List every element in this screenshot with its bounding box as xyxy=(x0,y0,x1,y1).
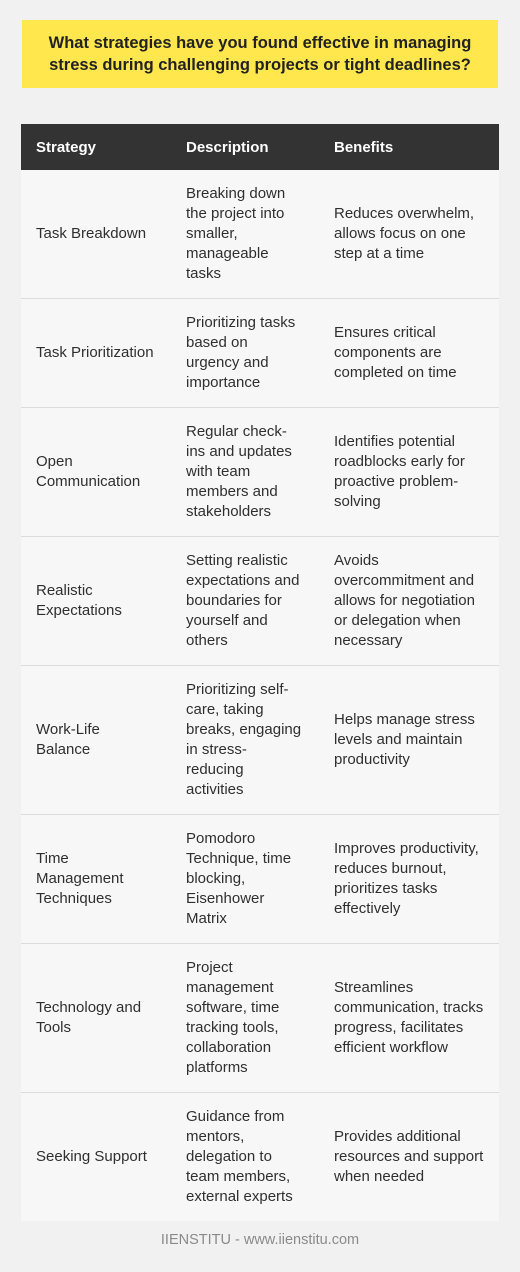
cell-strategy: Time Management Techniques xyxy=(21,815,171,944)
cell-strategy: Open Communication xyxy=(21,408,171,537)
table-row xyxy=(21,170,499,299)
cell-description: Pomodoro Technique, time blocking, Eisenhower Matrix xyxy=(171,815,319,944)
cell-description: Guidance from mentors, delegation to team members, external experts xyxy=(171,1093,319,1222)
cell-strategy: Realistic Expectations xyxy=(21,537,171,666)
cell-benefits: Provides additional resources and support when needed xyxy=(319,1093,499,1222)
cell-benefits: Reduces overwhelm, allows focus on one step at a time xyxy=(319,170,499,299)
cell-strategy: Task Prioritization xyxy=(21,299,171,408)
cell-description: Project management software, time tracking tools, collaboration platforms xyxy=(171,944,319,1093)
table-row xyxy=(21,1093,499,1222)
table-row xyxy=(21,537,499,666)
table-row xyxy=(21,408,499,537)
cell-benefits: Improves productivity, reduces burnout, prioritizes tasks effectively xyxy=(319,815,499,944)
cell-benefits: Streamlines communication, tracks progress, facilitates efficient workflow xyxy=(319,944,499,1093)
cell-strategy: Task Breakdown xyxy=(21,170,171,299)
cell-benefits: Avoids overcommitment and allows for negotiation or delegation when necessary xyxy=(319,537,499,666)
cell-description: Prioritizing self-care, taking breaks, engaging in stress-reducing activities xyxy=(171,666,319,815)
table-row xyxy=(21,666,499,815)
header-benefits: Benefits xyxy=(319,124,499,170)
header-strategy: Strategy xyxy=(21,124,171,170)
cell-description: Breaking down the project into smaller, manageable tasks xyxy=(171,170,319,299)
cell-benefits: Identifies potential roadblocks early for proactive problem-solving xyxy=(319,408,499,537)
table-row xyxy=(21,299,499,408)
cell-benefits: Ensures critical components are completed on time xyxy=(319,299,499,408)
page-title: What strategies have you found effective in managing stress during challenging projects or tight deadlines? xyxy=(48,34,472,74)
table-row xyxy=(21,944,499,1093)
footer-credit: IIENSTITU - www.iienstitu.com xyxy=(160,1232,360,1248)
strategies-table xyxy=(21,124,499,1221)
table-row xyxy=(21,815,499,944)
title-banner xyxy=(22,20,498,88)
cell-benefits: Helps manage stress levels and maintain productivity xyxy=(319,666,499,815)
cell-description: Setting realistic expectations and boundaries for yourself and others xyxy=(171,537,319,666)
cell-strategy: Seeking Support xyxy=(21,1093,171,1222)
cell-description: Regular check-ins and updates with team members and stakeholders xyxy=(171,408,319,537)
cell-strategy: Technology and Tools xyxy=(21,944,171,1093)
cell-description: Prioritizing tasks based on urgency and importance xyxy=(171,299,319,408)
header-description: Description xyxy=(171,124,319,170)
table-header-row xyxy=(21,124,499,170)
cell-strategy: Work-Life Balance xyxy=(21,666,171,815)
